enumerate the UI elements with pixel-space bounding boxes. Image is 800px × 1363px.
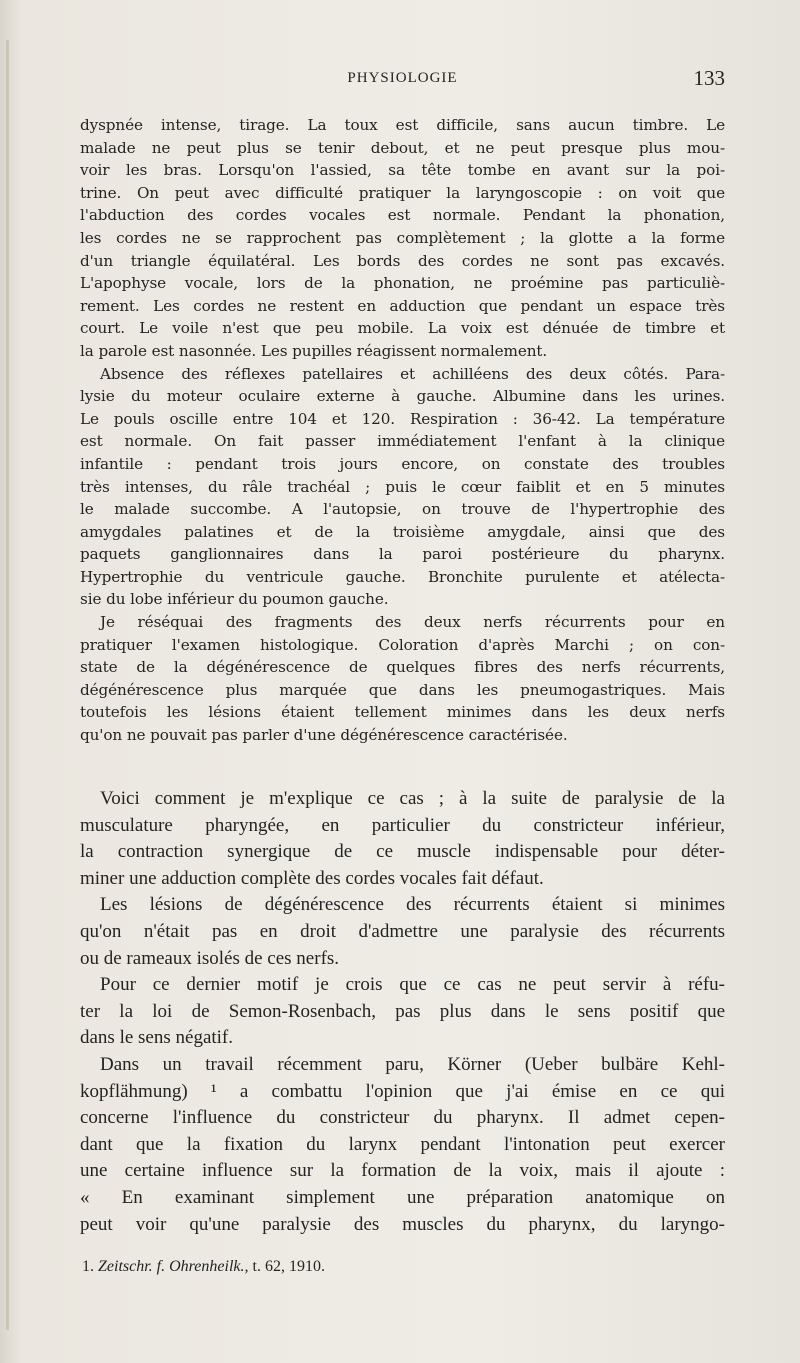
text-line: rement. Les cordes ne restent en adduction que pendant un espace très: [80, 296, 725, 315]
text-line: pratiquer l'examen histologique. Coloration d'après Marchi ; on con-: [80, 635, 725, 654]
text-line: L'apophyse vocale, lors de la phonation, ne proémine pas particuliè-: [80, 274, 725, 293]
text-line: une certaine influence sur la formation de la voix, mais il ajoute :: [80, 1160, 725, 1182]
text-line: ou de rameaux isolés de ces nerfs.: [80, 947, 340, 969]
text-line: peut voir qu'une paralysie des muscles du pharynx, du laryngo-: [80, 1213, 725, 1235]
text-line: d'un triangle équilatéral. Les bords des cordes ne sont pas excavés.: [80, 251, 725, 270]
running-head: PHYSIOLOGIE: [347, 70, 458, 86]
text-line: « En examinant simplement une préparation anatomique on: [80, 1186, 725, 1208]
text-line: qu'on n'était pas en droit d'admettre une paralysie des récurrents: [80, 920, 725, 942]
text-line: l'abduction des cordes vocales est normale. Pendant la phonation,: [80, 206, 725, 225]
text-line: Absence des réflexes patellaires et achilléens des deux côtés. Para-: [100, 364, 725, 383]
text-line: la contraction synergique de ce muscle indispensable pour déter-: [80, 841, 725, 863]
text-line: dégénérescence plus marquée que dans les pneumogastriques. Mais: [80, 680, 725, 699]
body-text-small: [80, 114, 725, 747]
text-line: lysie du moteur oculaire externe à gauche. Albumine dans les urines.: [80, 387, 725, 406]
text-line: voir les bras. Lorsqu'on l'assied, sa tête tombe en avant sur la poi-: [80, 161, 725, 180]
text-line: le malade succombe. A l'autopsie, on trouve de l'hypertrophie des: [80, 500, 725, 519]
text-line: miner une adduction complète des cordes vocales fait défaut.: [80, 867, 544, 889]
text-line: amygdales palatines et de la troisième amygdale, ainsi que des: [80, 522, 725, 541]
text-line: Voici comment je m'explique ce cas ; à la suite de paralysie de la: [100, 788, 725, 809]
text-line: qu'on ne pouvait pas parler d'une dégénérescence caractérisée.: [80, 726, 568, 745]
text-line: Dans un travail récemment paru, Körner (Ueber bulbäre Kehl-: [100, 1053, 725, 1075]
footnote-number: 1.: [82, 1258, 94, 1275]
text-line: infantile : pendant trois jours encore, on constate des troubles: [80, 454, 725, 473]
text-line: dant que la fixation du larynx pendant l'intonation peut exercer: [80, 1133, 725, 1155]
text-line: trine. On peut avec difficulté pratiquer la laryngoscopie : on voit que: [80, 183, 725, 202]
text-line: Je réséquai des fragments des deux nerfs récurrents pour en: [100, 613, 725, 632]
footnote-reference: t. 62, 1910.: [252, 1258, 325, 1275]
body-text-large: [80, 786, 725, 1238]
text-line: la parole est nasonnée. Les pupilles réagissent normalement.: [80, 341, 548, 360]
text-line: malade ne peut plus se tenir debout, et ne peut presque plus mou-: [80, 138, 725, 157]
text-line: est normale. On fait passer immédiatement l'enfant à la clinique: [80, 432, 725, 451]
text-line: toutefois les lésions étaient tellement minimes dans les deux nerfs: [80, 703, 725, 722]
text-line: dyspnée intense, tirage. La toux est difficile, sans aucun timbre. Le: [80, 116, 725, 134]
text-line: concerne l'influence du constricteur du pharynx. Il admet cepen-: [80, 1107, 725, 1129]
page-number: 133: [693, 66, 725, 90]
page-gutter-shadow: [6, 40, 9, 1330]
text-line: les cordes ne se rapprochent pas complètement ; la glotte a la forme: [80, 228, 725, 247]
footnote-journal: Zeitschr. f. Ohrenheilk.,: [98, 1258, 249, 1275]
text-line: kopflähmung) ¹ a combattu l'opinion que j'ai émise en ce qui: [80, 1080, 725, 1102]
text-line: musculature pharyngée, en particulier du constricteur inférieur,: [80, 814, 725, 836]
footnote: [80, 1258, 725, 1276]
text-line: très intenses, du râle trachéal ; puis le cœur faiblit et en 5 minutes: [80, 477, 725, 496]
text-line: paquets ganglionnaires dans la paroi postérieure du pharynx.: [80, 545, 725, 564]
text-line: court. Le voile n'est que peu mobile. La voix est dénuée de timbre et: [80, 319, 725, 338]
text-line: state de la dégénérescence de quelques fibres des nerfs récurrents,: [80, 658, 725, 677]
text-line: dans le sens négatif.: [80, 1027, 234, 1049]
text-line: Les lésions de dégénérescence des récurrents étaient si minimes: [100, 894, 725, 916]
text-line: Hypertrophie du ventricule gauche. Bronchite purulente et atélecta-: [80, 567, 725, 586]
page-header: [80, 66, 725, 96]
text-line: Le pouls oscille entre 104 et 120. Respiration : 36-42. La température: [80, 409, 725, 428]
text-line: ter la loi de Semon-Rosenbach, pas plus dans le sens positif que: [80, 1000, 725, 1022]
text-line: Pour ce dernier motif je crois que ce cas ne peut servir à réfu-: [100, 974, 725, 996]
text-line: sie du lobe inférieur du poumon gauche.: [80, 590, 389, 609]
